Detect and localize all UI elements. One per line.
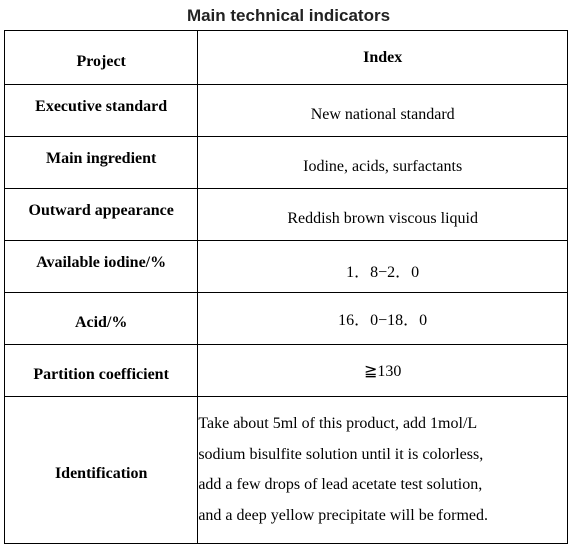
row-value-identification	[198, 397, 568, 544]
table-header-row	[5, 31, 568, 85]
row-key-main-ingredient: Main ingredient	[5, 137, 198, 189]
row-value-available-iodine: 1．8−2．0	[198, 241, 568, 293]
row-value-outward-appearance: Reddish brown viscous liquid	[198, 189, 568, 241]
column-header-project: Project	[5, 31, 198, 85]
column-header-index: Index	[198, 31, 568, 85]
row-value-main-ingredient: Iodine, acids, surfactants	[198, 137, 568, 189]
table-row	[5, 345, 568, 397]
row-key-executive-standard: Executive standard	[5, 85, 198, 137]
row-key-identification: Identification	[5, 397, 198, 544]
table-row	[5, 293, 568, 345]
identification-line: add a few drops of lead acetate test solution,	[198, 476, 483, 493]
table-row	[5, 397, 568, 544]
identification-line: Take about 5ml of this product, add 1mol/L	[198, 415, 478, 432]
identification-line: and a deep yellow precipitate will be formed.	[198, 506, 488, 524]
table-row	[5, 137, 568, 189]
technical-indicators-table	[4, 30, 568, 544]
row-key-acid: Acid/%	[5, 293, 198, 345]
table-row	[5, 189, 568, 241]
row-value-acid: 16．0−18．0	[198, 293, 568, 345]
row-value-executive-standard: New national standard	[198, 85, 568, 137]
row-value-partition-coefficient: ≧130	[198, 345, 568, 397]
page-title: Main technical indicators	[186, 6, 391, 25]
row-key-available-iodine: Available iodine/%	[5, 241, 198, 293]
table-row	[5, 241, 568, 293]
row-key-outward-appearance: Outward appearance	[5, 189, 198, 241]
table-row	[5, 85, 568, 137]
row-key-partition-coefficient: Partition coefficient	[5, 345, 198, 397]
identification-line: sodium bisulfite solution until it is colorless,	[198, 445, 484, 463]
